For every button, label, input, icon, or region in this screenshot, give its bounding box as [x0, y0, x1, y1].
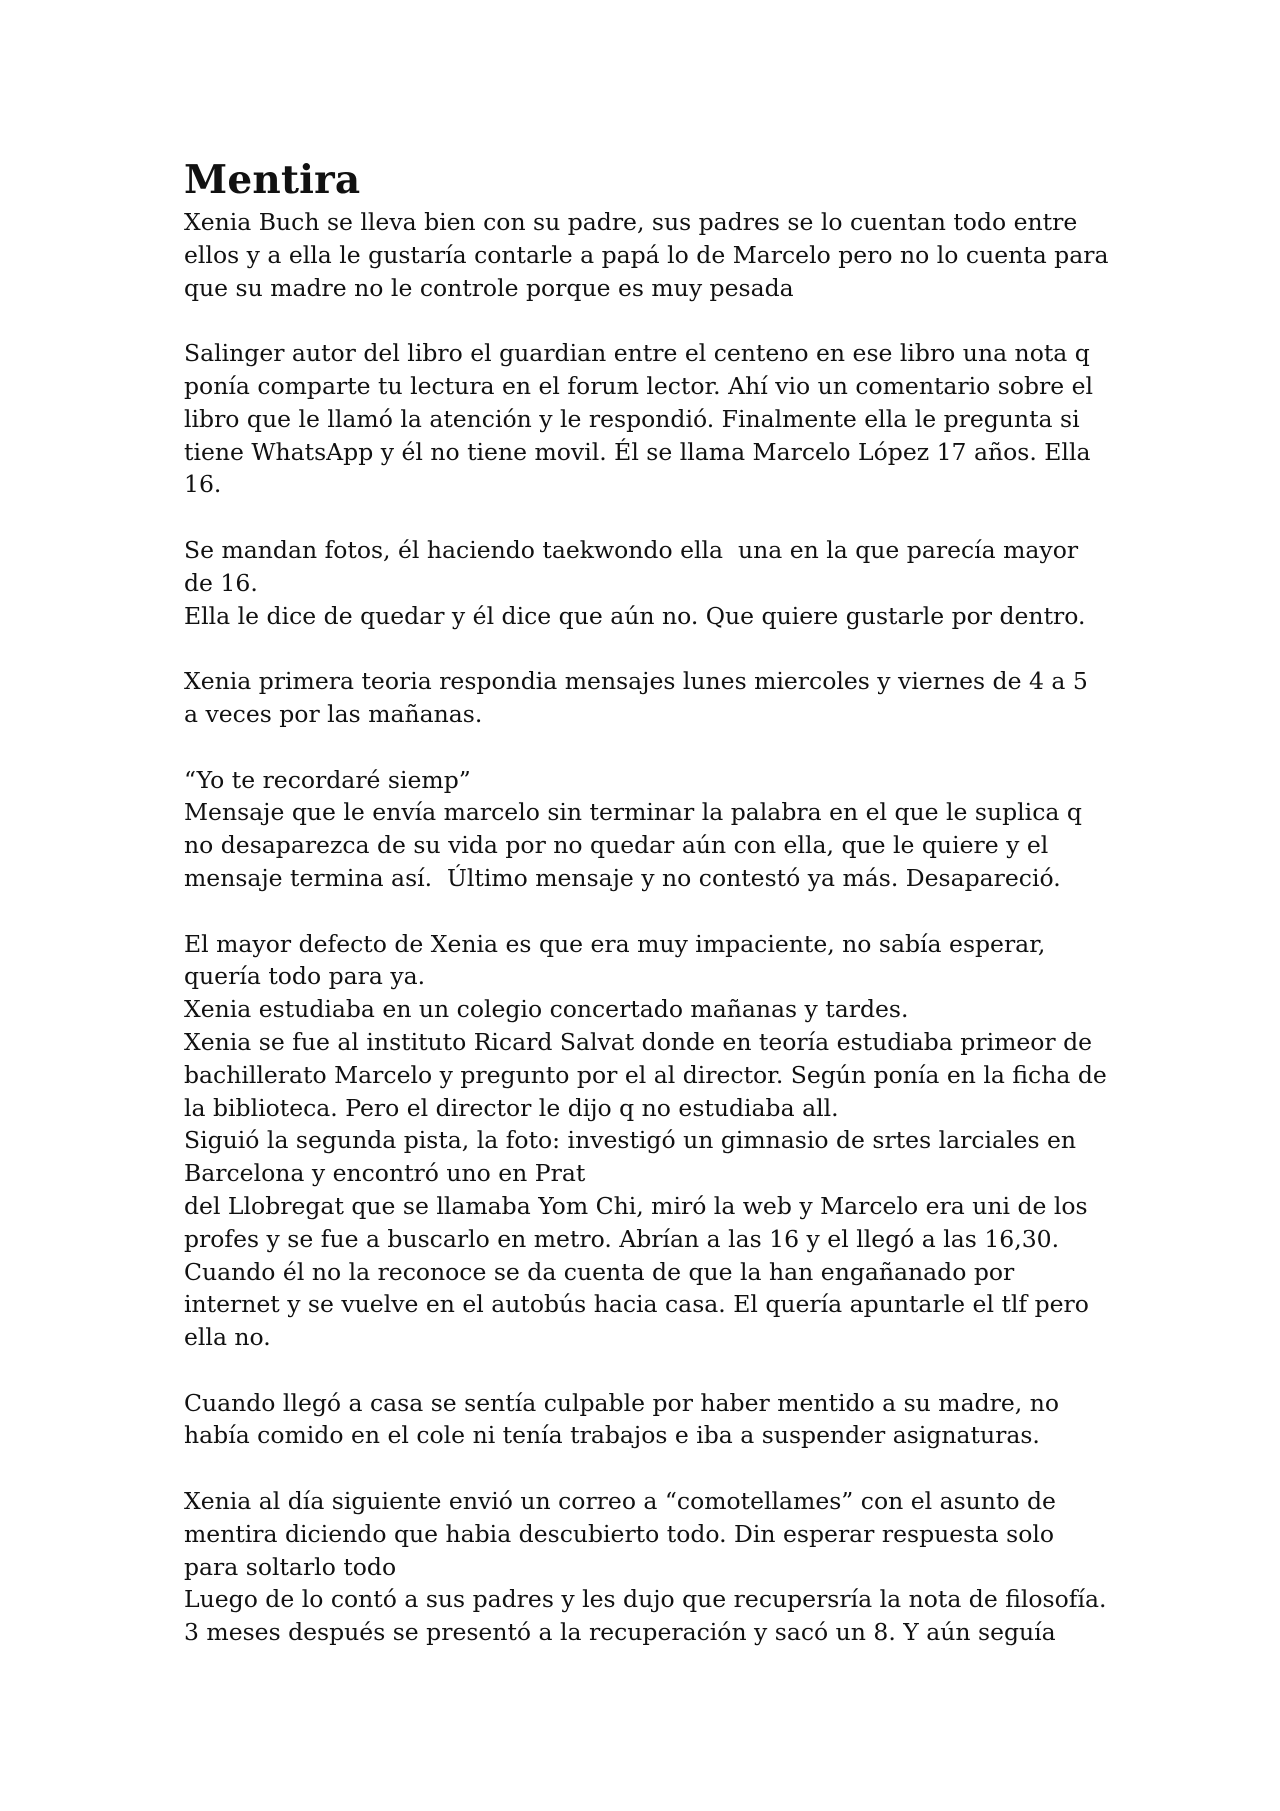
text-line: Xenia se fue al instituto Ricard Salvat donde en teoría estudiaba primeor de — [184, 1027, 1093, 1056]
text-line: “Yo te recordaré siemp” — [184, 765, 471, 794]
text-line: que su madre no le controle porque es muy pesada — [184, 273, 794, 302]
text-line: a veces por las mañanas. — [184, 699, 483, 728]
text-line: Salinger autor del libro el guardian entre el centeno en ese libro una nota q — [184, 339, 1090, 368]
text-line: Xenia Buch se lleva bien con su padre, sus padres se lo cuentan todo entre — [184, 208, 1078, 236]
text-line: para soltarlo todo — [184, 1552, 397, 1581]
text-line: del Llobregat que se llamaba Yom Chi, miró la web y Marcelo era uni de los — [184, 1191, 1088, 1220]
text-line: ponía comparte tu lectura en el forum lector. Ahí vio un comentario sobre el — [184, 371, 1094, 400]
paragraph-spacer — [184, 304, 1104, 337]
paragraph — [184, 1387, 1104, 1453]
text-line: Luego de lo contó a sus padres y les dujo que recupersría la nota de filosofía. — [184, 1585, 1107, 1614]
text-line: Mensaje que le envía marcelo sin terminar la palabra en el que le suplica q — [184, 798, 1082, 827]
paragraph — [184, 1485, 1107, 1649]
text-line: ella no. — [184, 1323, 271, 1352]
text-line: Xenia al día siguiente envió un correo a “comotellames” con el asunto de — [184, 1487, 1056, 1516]
text-line: bachillerato Marcelo y pregunto por el al director. Según ponía en la ficha de — [184, 1060, 1107, 1089]
paragraph — [184, 534, 1104, 632]
text-line: Barcelona y encontró uno en Prat — [184, 1159, 586, 1188]
text-line: Xenia primera teoria respondia mensajes lunes miercoles y viernes de 4 a 5 — [184, 667, 1088, 696]
paragraph — [184, 337, 1104, 501]
text-line: internet y se vuelve en el autobús hacia casa. El quería apuntarle el tlf pero — [184, 1290, 1089, 1319]
text-line: Ella le dice de quedar y él dice que aún no. Que quiere gustarle por dentro. — [184, 601, 1086, 630]
document-page — [184, 154, 1109, 1649]
paragraph-spacer — [184, 895, 1104, 928]
paragraph-spacer — [184, 1354, 1104, 1387]
paragraph-spacer — [184, 731, 1104, 764]
text-line: había comido en el cole ni tenía trabajos e iba a suspender asignaturas. — [184, 1421, 1040, 1450]
text-line: profes y se fue a buscarlo en metro. Abrían a las 16 y el llegó a las 16,30. — [184, 1224, 1060, 1253]
text-line: no desaparezca de su vida por no quedar aún con ella, que le quiere y el — [184, 831, 1049, 860]
paragraph — [184, 928, 1107, 1354]
paragraph-spacer — [184, 501, 1104, 534]
text-line: mentira diciendo que habia descubierto todo. Din esperar respuesta solo — [184, 1519, 1055, 1548]
document-title: Mentira — [184, 157, 361, 203]
text-line: Cuando él no la reconoce se da cuenta de que la han engañanado por — [184, 1257, 1015, 1286]
text-line: Siguió la segunda pista, la foto: investigó un gimnasio de srtes larciales en — [184, 1126, 1077, 1155]
text-line: 3 meses después se presentó a la recuperación y sacó un 8. Y aún seguía — [184, 1618, 1056, 1647]
paragraph-spacer — [184, 1452, 1104, 1485]
text-line: de 16. — [184, 568, 258, 597]
text-line: mensaje termina así. Último mensaje y no contestó ya más. Desapareció. — [184, 863, 1061, 892]
text-line: El mayor defecto de Xenia es que era muy impaciente, no sabía esperar, — [184, 929, 1046, 958]
text-line: ellos y a ella le gustaría contarle a papá lo de Marcelo pero no lo cuenta para — [184, 240, 1109, 269]
text-line: Se mandan fotos, él haciendo taekwondo ella una en la que parecía mayor — [184, 535, 1079, 564]
text-line: libro que le llamó la atención y le respondió. Finalmente ella le pregunta si — [184, 404, 1080, 433]
text-line: Cuando llegó a casa se sentía culpable por haber mentido a su madre, no — [184, 1388, 1059, 1417]
paragraph — [184, 665, 1104, 731]
paragraph — [184, 764, 1104, 895]
text-line: quería todo para ya. — [184, 962, 426, 991]
text-line: tiene WhatsApp y él no tiene movil. Él se llama Marcelo López 17 años. Ella — [184, 437, 1091, 466]
paragraph-spacer — [184, 632, 1104, 665]
text-line: Xenia estudiaba en un colegio concertado mañanas y tardes. — [184, 995, 909, 1024]
document-body — [184, 206, 1109, 1649]
text-line: 16. — [184, 470, 222, 499]
text-line: la biblioteca. Pero el director le dijo q no estudiaba all. — [184, 1093, 839, 1122]
paragraph — [184, 206, 1109, 304]
